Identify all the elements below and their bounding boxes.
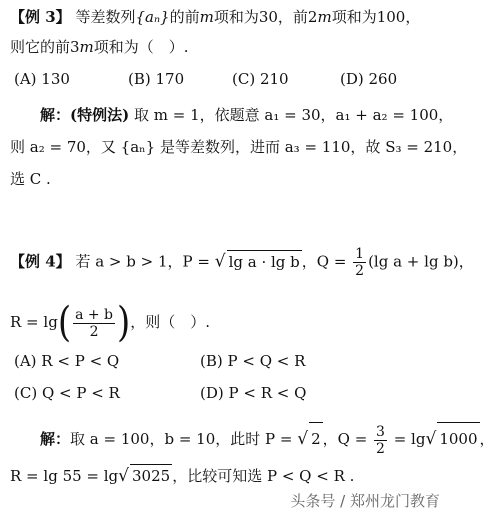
ex4-option-b: (B) P < Q < R [200, 352, 306, 370]
ex4-solution-line2: R = lg 55 = lg√ 3025 ，比较可知选 P < Q < R . [10, 466, 355, 486]
ex3-line1: 【例 3】 等差数列{aₙ}的前m项和为30，前2m项和为100， [10, 8, 421, 26]
ex4-option-d: (D) P < R < Q [200, 384, 307, 402]
ex4-half-fraction: $\frac{1}{2}$ [355, 246, 365, 279]
ex4-option-a: (A) R < P < Q [14, 352, 120, 370]
ex3-option-c: (C) 210 [232, 70, 289, 88]
ex4-q-fraction: $\frac{3}{2}$ [376, 423, 385, 457]
ex4-option-c: (C) Q < P < R [14, 384, 120, 402]
ex4-sqrt-lga-lgb: lg a · lg b [227, 250, 302, 273]
ex4-line1: 【例 4】 若 a > b > 1，P = √ lg a · lg b ，Q = $\frac{1}{2}$ (lg a + lg b)， [10, 246, 474, 279]
ex3-option-d: (D) 260 [340, 70, 398, 88]
ex4-sqrt-1000: 1000 [437, 422, 479, 455]
ex3-solution-label: 解：(特例法) [40, 106, 130, 124]
ex4-label: 【例 4】 [10, 252, 71, 271]
watermark: 头条号 / 郑州龙门教育 [290, 492, 440, 510]
ex3-solution-line2: 则 a₂ = 70，又 {aₙ} 是等差数列，进而 a₃ = 110，故 S₃ = 210， [10, 138, 468, 156]
ex3-solution-line3: 选 C . [10, 170, 51, 188]
ex4-line2: R = lg( $\frac{a + b}{2}$ )，则（ ）. [10, 299, 211, 347]
ex3-solution-line1: 解：(特例法) 取 m = 1，依题意 a₁ = 30，a₁ + a₂ = 100， [40, 106, 454, 124]
ex4-solution-line1: 解：取 a = 100，b = 10，此时 P = √ 2 ，Q = $\frac{3}{2}$ = lg√ 1000 ， [40, 423, 495, 457]
ex3-label: 【例 3】 [10, 8, 71, 26]
ex4-solution-label: 解： [40, 430, 71, 448]
ex3-option-a: (A) 130 [14, 70, 70, 88]
ex3-line2: 则它的前3m项和为（ ）. [10, 38, 189, 56]
ex4-sqrt-3025: 3025 [130, 464, 172, 487]
ex4-sqrt-2: 2 [309, 422, 323, 455]
ex3-option-b: (B) 170 [128, 70, 185, 88]
ex4-r-fraction: $\frac{a + b}{2}$ [75, 306, 114, 340]
